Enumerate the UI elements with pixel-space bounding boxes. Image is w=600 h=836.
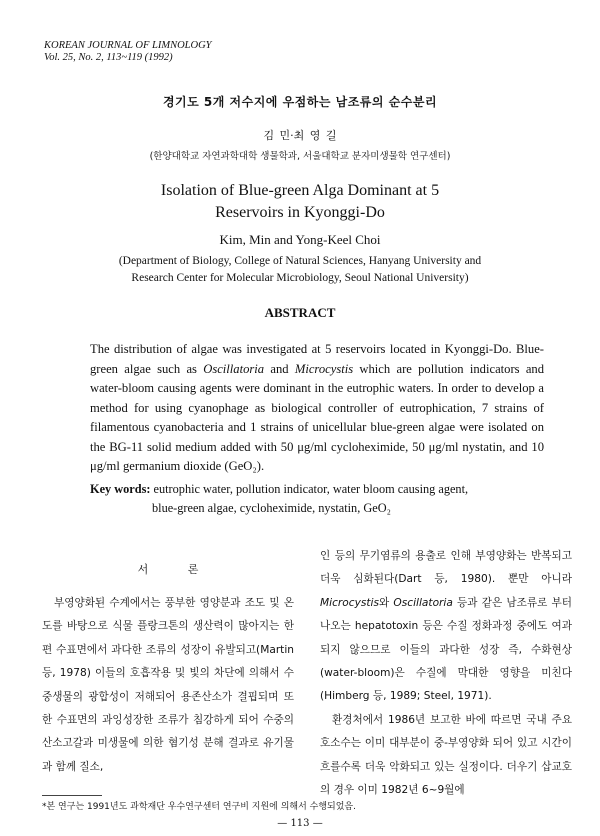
body-right-column [320,545,572,802]
journal-name: KOREAN JOURNAL OF LIMNOLOGY [44,40,212,51]
section-heading-introduction: 서 론 [137,563,217,576]
abstract-part1: The distribution of algae was investigated at 5 reservoirs located in Kyonggi-Do. Blue-green algae such as [90,342,544,376]
abstract-part3: which are pollution indicators and water-bloom causing agents were dominant in the eutrophic waters. In order to develop a method for using cyanophage as biological controller of eutrophication, 7 strains of filamentous cyanobacteria and 1 strains of unicellular blue-green algae were isolated on the BG-11 solid medium added with 50 μg/ml cycloheximide, 50 μg/ml nystatin, and 10 μg/ml germanium dioxide (GeO₂). [90,361,545,473]
body-left-paragraph: 부영양화된 수계에서는 풍부한 영양분과 조도 및 온도를 바탕으로 식물 플랑크톤의 생산력이 많아지는 한편 수표면에서 과다한 조류의 성장이 유발되고(Martin 등, 1978) 이들의 호흡작용 및 빛의 차단에 의해서 수중생물의 광합성이 저해되어 용존산소가 결핍되며 또한 수표면의 과잉성장한 조류가 침강하게 되어 수중의 산소고갈과 미생물에 의한 혐기성 분해 결과로 유기물과 함께 질소, [42,597,294,773]
abstract-text [90,340,544,477]
right-p1-part-b: 와 [378,596,394,609]
korean-title: 경기도 5개 저수지에 우점하는 남조류의 순수분리 [162,95,438,109]
english-title [0,180,600,224]
keywords-line1: eutrophic water, pollution indicator, water bloom causing agent, [150,482,469,496]
english-authors: Kim, Min and Yong-Keel Choi [219,232,381,247]
abstract-oscillatoria: Oscillatoria [203,361,265,376]
right-p1-oscillatoria: Oscillatoria [393,596,453,609]
korean-authors: 김 민·최 영 길 [263,129,337,142]
english-affiliation-line1: (Department of Biology, College of Natural Sciences, Hanyang University and [118,255,482,267]
english-affiliation [0,253,600,287]
body-right-paragraph2: 환경처에서 1986년 보고한 바에 따르면 국내 주요 호소수는 이미 대부분이 중-부영양화 되어 있고 시간이 흐를수록 더욱 악화되고 있는 실정이다. 더우기 삽교호의 경우 이미 1982년 6~9월에 [320,713,572,797]
abstract-part2: and [264,361,295,376]
abstract-heading: ABSTRACT [264,305,336,320]
page-number: — 113 — [277,818,323,829]
right-p1-microcystis: Microcystis [320,596,379,609]
body-left-column [42,545,294,779]
footnote: *본 연구는 1991년도 과학재단 우수연구센터 연구비 지원에 의해서 수행되었음. [42,802,356,812]
journal-issue: Vol. 25, No. 2, 113~119 (1992) [44,52,173,63]
journal-header [44,40,212,64]
korean-affiliation: (한양대학교 자연과학대학 생물학과, 서울대학교 분자미생물학 연구센터) [149,151,451,162]
right-p1-part-a: 인 등의 무기염류의 용출로 인해 부영양화는 반복되고 더욱 심화된다(Dart 등, 1980). 뿐만 아니라 [320,550,572,586]
keywords-label: Key words: [90,482,151,496]
keywords [90,480,544,518]
footnote-rule [42,795,102,796]
body-right-paragraph1 [320,545,572,709]
english-title-line1: Isolation of Blue-green Alga Dominant at 5 [160,182,440,199]
keywords-line2: blue-green algae, cycloheximide, nystatin, GeO₂ [152,501,391,515]
right-p1-part-c: 등과 같은 남조류로 부터 나오는 hepatotoxin 등은 수질 정화과정 중에도 여과되지 않으므로 이들의 과다한 성장 즉, 수화현상(water-bloom)은 수질에 막대한 영향을 미친다(Himberg 등, 1989; Steel, 1971). [320,596,572,703]
abstract-microcystis: Microcystis [294,361,354,376]
english-affiliation-line2: Research Center for Molecular Microbiology, Seoul National University) [131,272,469,284]
english-title-line2: Reservoirs in Kyonggi-Do [215,204,385,221]
